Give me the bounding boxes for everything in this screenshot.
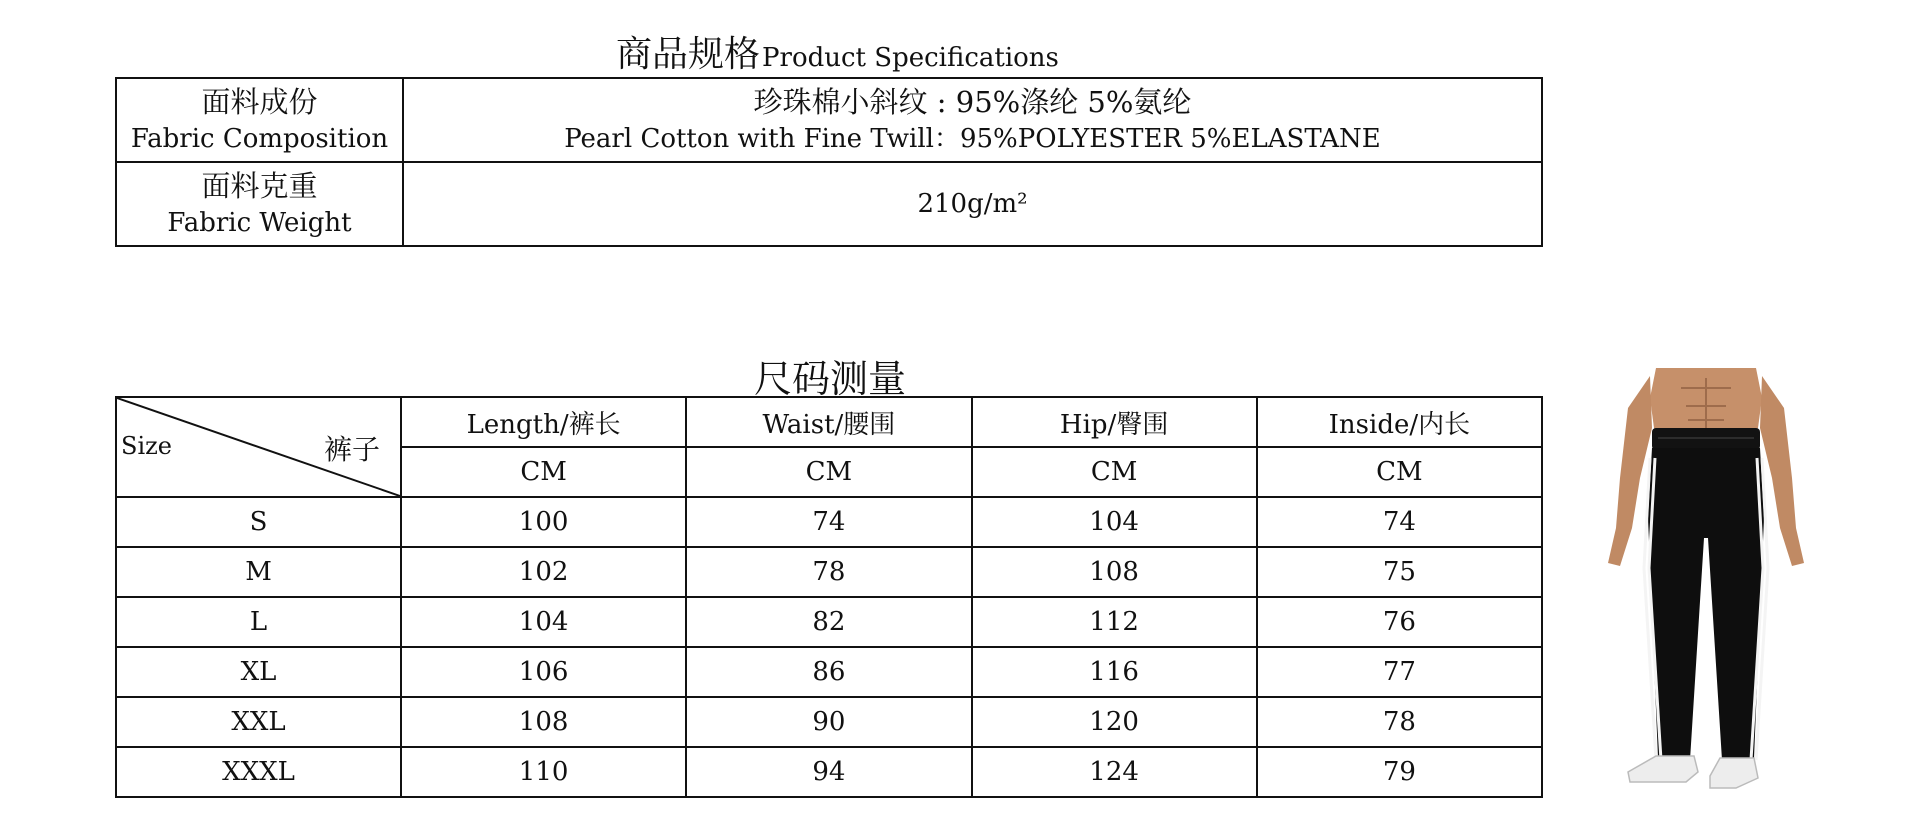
unit-cell: CM: [401, 447, 686, 497]
column-header: Length/裤长: [401, 397, 686, 447]
unit-cell: CM: [1257, 447, 1542, 497]
value-cell: 104: [401, 597, 686, 647]
value-cell: 78: [1257, 697, 1542, 747]
unit-cell: CM: [686, 447, 971, 497]
column-header: Hip/臀围: [972, 397, 1257, 447]
value-cell: 108: [972, 547, 1257, 597]
header-row: [116, 397, 1542, 447]
spec-value-cell: [403, 78, 1542, 162]
size-cell: XXL: [116, 697, 401, 747]
weight-value: 210g/m²: [917, 189, 1028, 219]
table-row: [116, 547, 1542, 597]
value-cell: 112: [972, 597, 1257, 647]
spec-table: [115, 77, 1543, 247]
value-cell: 86: [686, 647, 971, 697]
corner-size-label: Size: [121, 432, 172, 460]
spec-title: [616, 26, 1059, 75]
size-cell: L: [116, 597, 401, 647]
value-cell: 106: [401, 647, 686, 697]
value-cell: 82: [686, 597, 971, 647]
size-cell: XL: [116, 647, 401, 697]
value-cell: 124: [972, 747, 1257, 797]
size-cell: M: [116, 547, 401, 597]
label-cn: 面料成份: [201, 85, 318, 119]
value-cell: 100: [401, 497, 686, 547]
label-en: Fabric Composition: [130, 124, 389, 154]
spec-label-cell: [116, 78, 403, 162]
spec-label-cell: [116, 162, 403, 246]
size-title: 尺码测量: [754, 357, 907, 401]
value-cell: 77: [1257, 647, 1542, 697]
value-cell: 102: [401, 547, 686, 597]
column-header: Inside/内长: [1257, 397, 1542, 447]
spec-title-cn: 商品规格: [616, 34, 761, 75]
value-cell: 116: [972, 647, 1257, 697]
size-cell: XXXL: [116, 747, 401, 797]
value-cell: 76: [1257, 597, 1542, 647]
label-en: Fabric Weight: [167, 208, 352, 238]
corner-cell: [116, 397, 401, 497]
value-cell: 75: [1257, 547, 1542, 597]
column-header: Waist/腰围: [686, 397, 971, 447]
value-cn: 珍珠棉小斜纹 : 95%涤纶 5%氨纶: [753, 85, 1192, 119]
corner-pants-label: 裤子: [323, 433, 380, 466]
spec-title-en: Product Specifications: [762, 43, 1059, 73]
unit-cell: CM: [972, 447, 1257, 497]
value-cell: 90: [686, 697, 971, 747]
value-cell: 74: [686, 497, 971, 547]
spec-row-composition: [116, 78, 1542, 162]
model-photo: [1586, 368, 1826, 798]
label-cn: 面料克重: [201, 169, 318, 203]
value-cell: 110: [401, 747, 686, 797]
value-cell: 120: [972, 697, 1257, 747]
table-row: [116, 497, 1542, 547]
value-cell: 78: [686, 547, 971, 597]
value-cell: 79: [1257, 747, 1542, 797]
value-cell: 74: [1257, 497, 1542, 547]
value-cell: 104: [972, 497, 1257, 547]
table-row: [116, 647, 1542, 697]
table-row: [116, 597, 1542, 647]
spec-row-weight: [116, 162, 1542, 246]
size-table: [115, 396, 1543, 798]
table-row: [116, 747, 1542, 797]
value-cell: 94: [686, 747, 971, 797]
size-cell: S: [116, 497, 401, 547]
spec-value-cell: [403, 162, 1542, 246]
value-en: Pearl Cotton with Fine Twill：95%POLYESTER 5%ELASTANE: [564, 124, 1381, 154]
table-row: [116, 697, 1542, 747]
value-cell: 108: [401, 697, 686, 747]
